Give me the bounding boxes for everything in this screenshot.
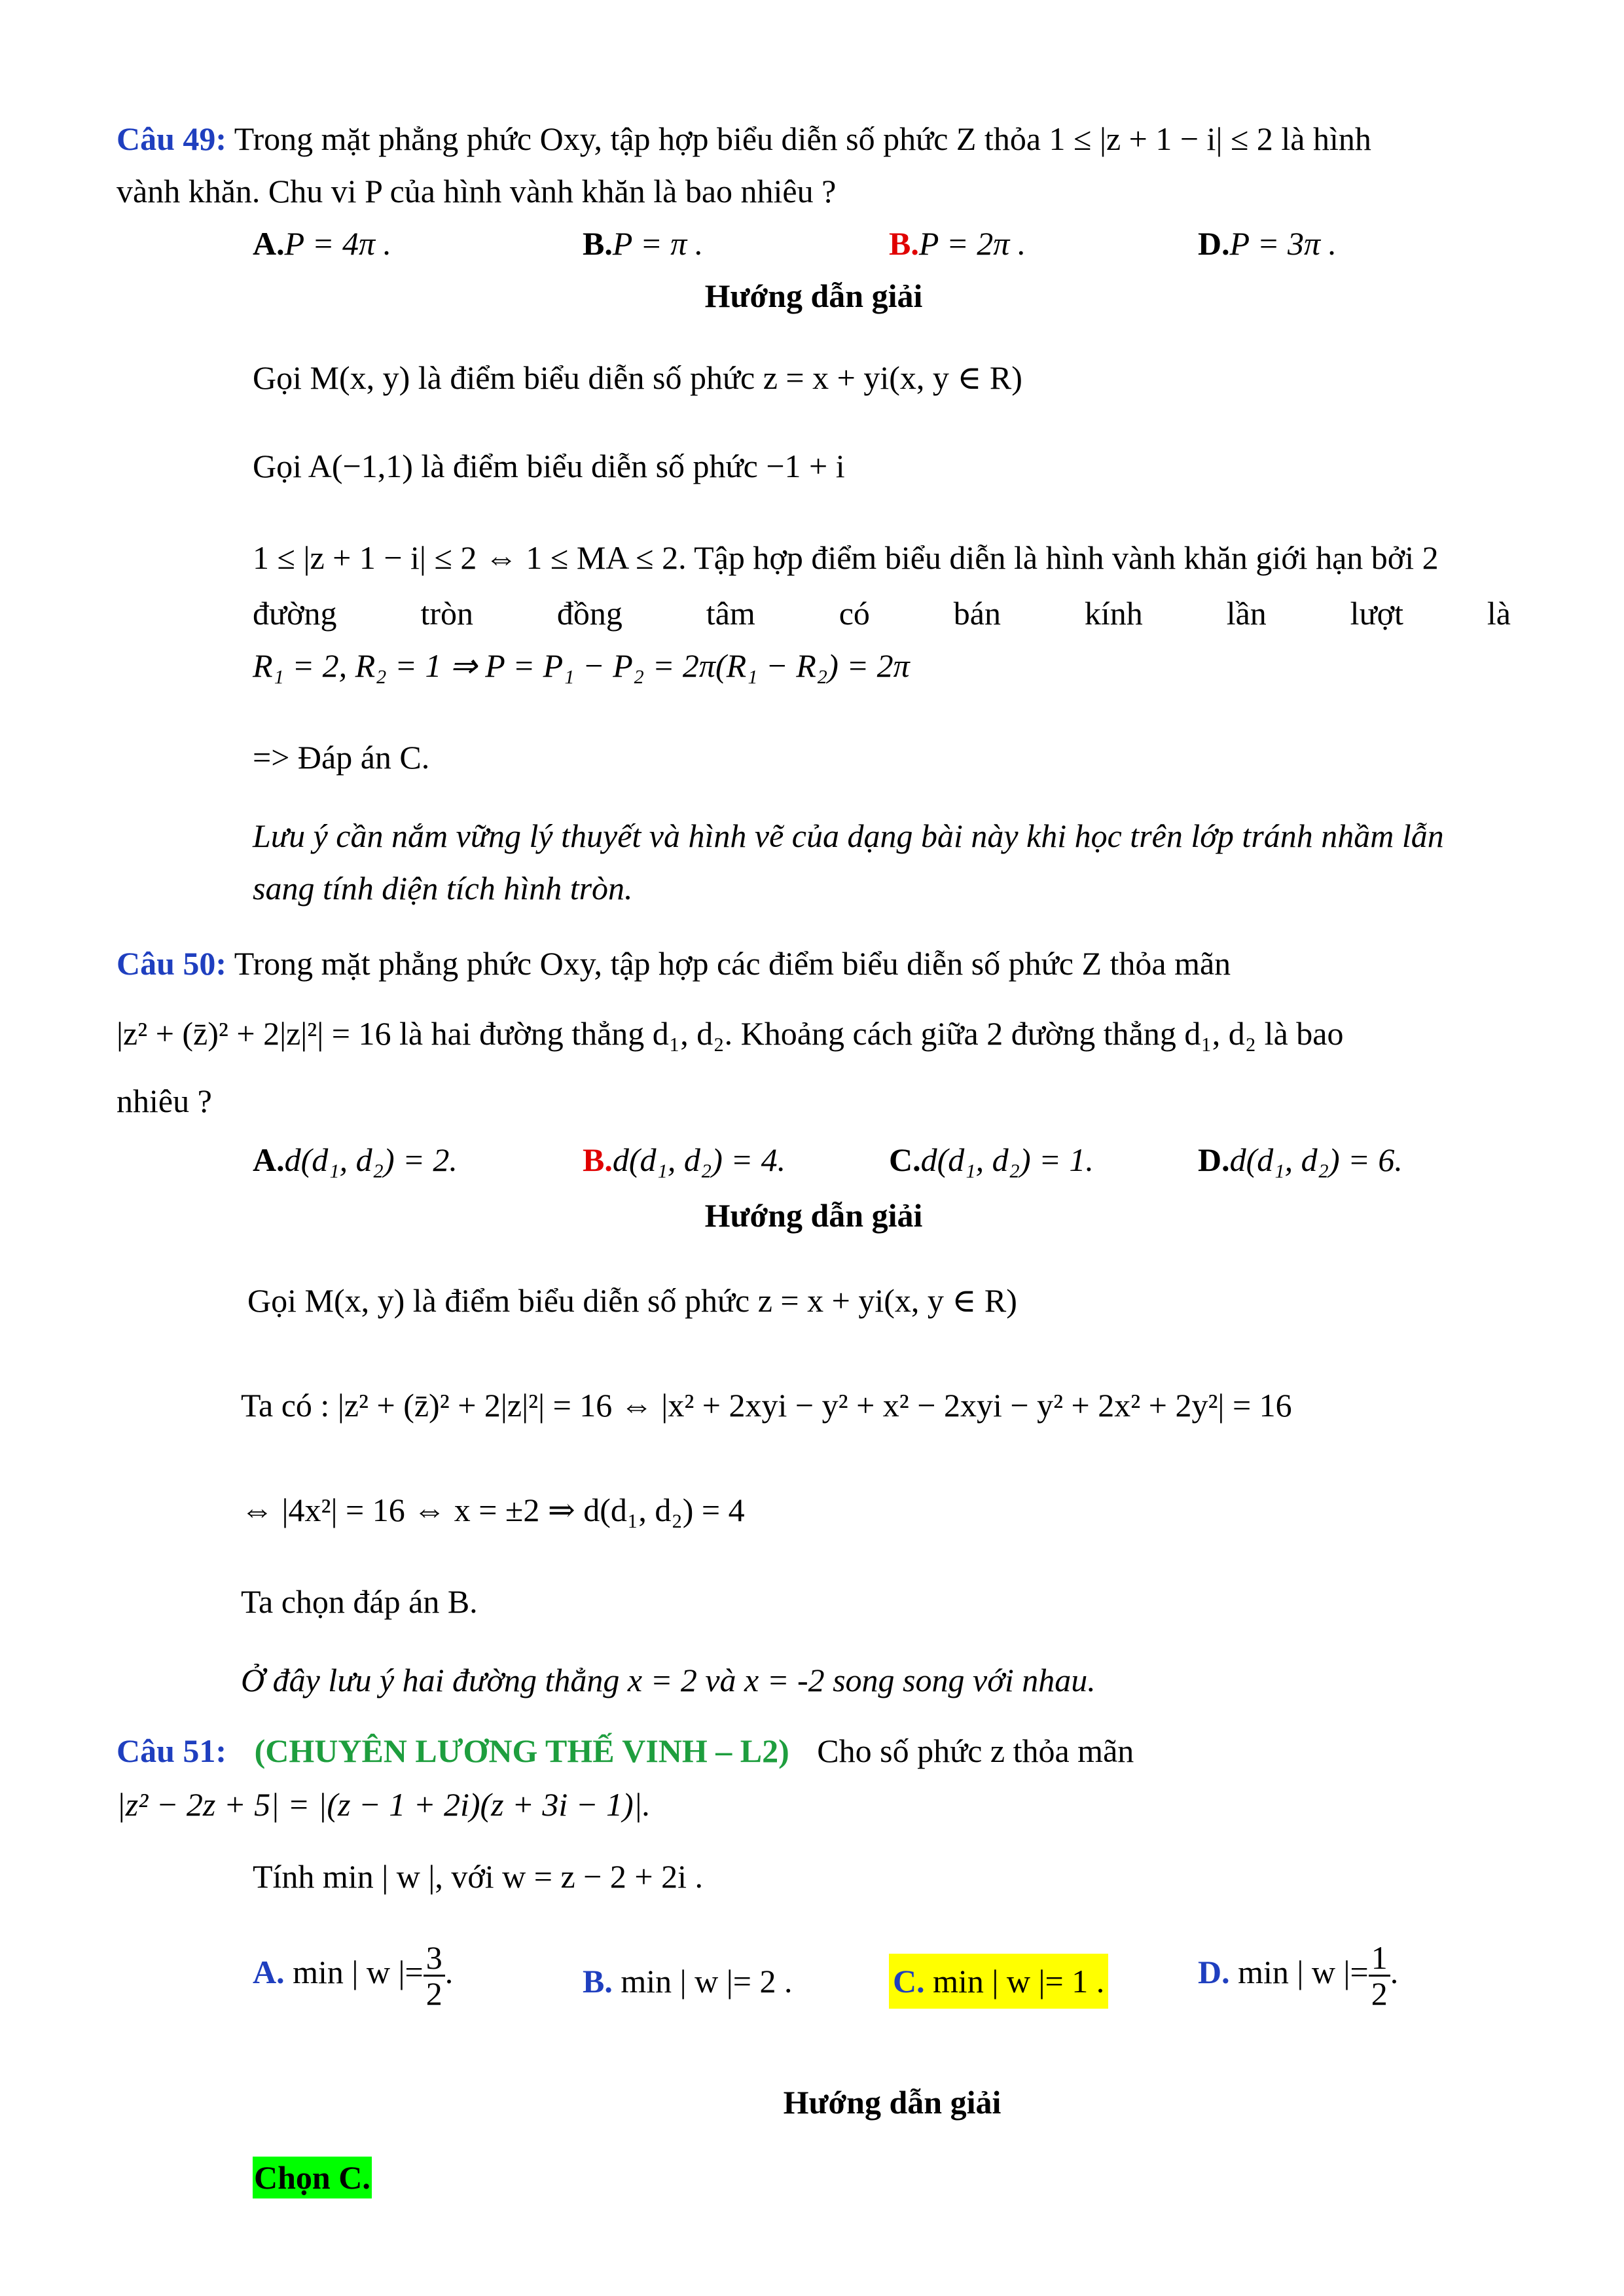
q49-stem-line2: vành khăn. Chu vi P của hình vành khăn là bao nhiêu ? [117,173,837,209]
q49-solution-6: => Đáp án C. [253,739,430,776]
q51-guide-title: Hướng dẫn giải [783,2084,1001,2121]
q50-stem-text-1: Trong mặt phẳng phức Oxy, tập hợp các điểm biểu diễn số phức Z thỏa mãn [234,945,1231,982]
q49-option-c: B.P = 2π . [889,225,1026,262]
q49-solution-3: 1 ≤ |z + 1 − i| ≤ 2 ⇔ 1 ≤ MA ≤ 2. Tập hợp điểm biểu diễn là hình vành khăn giới hạn bởi 2 [253,539,1439,576]
q50-option-d: D.d(d₁, d₂) = 6. [1198,1141,1403,1178]
q51-answer-row [253,2157,1511,2198]
q50-guide-title: Hướng dẫn giải [704,1197,923,1234]
q49-option-d: D.P = 3π . [1198,225,1337,262]
q51-option-a: A. min | w |= $\frac{3}{2}$ . [253,1939,454,2012]
q51-option-d-fraction: $\frac{1}{2}$ [1369,1941,1390,2011]
q51-source: (CHUYÊN LƯƠNG THẾ VINH – L2) [254,1732,789,1769]
q51-options [117,1934,1511,2019]
q51-stem-line1 [117,1730,1511,1772]
q49-label: Câu 49: [117,120,227,157]
q49-note-2: sang tính diện tích hình tròn. [253,870,633,906]
q50-option-c: C.d(d₁, d₂) = 1. [889,1141,1094,1178]
q50-option-a: A.d(d₁, d₂) = 2. [253,1141,458,1178]
q50-solution-2: Ta có : |z² + (z̄)² + 2|z|²| = 16 ⇔ |x² + 2xyi − y² + x² − 2xyi − y² + 2x² + 2y²| = 16 [241,1387,1292,1424]
q51-option-c: C. min | w |= 1 . [889,1954,1108,2009]
q49-option-b: B.P = π . [583,225,704,262]
q51-stem-line3: Tính min | w |, với w = z − 2 + 2i . [253,1858,703,1895]
q49-stem-text-1: Trong mặt phẳng phức Oxy, tập hợp biểu diễn số phức Z thỏa 1 ≤ |z + 1 − i| ≤ 2 là hình [234,120,1371,157]
q50-solution-4: Ta chọn đáp án B. [241,1583,478,1620]
q49-solution-4: đường tròn đồng tâm có bán kính lần lượt là [253,595,1511,632]
q49-solution-1: Gọi M(x, y) là điểm biểu diễn số phức z = x + yi(x, y ∈ R) [253,359,1022,396]
q50-stem-line2: |z² + (z̄)² + 2|z|²| = 16 là hai đường thẳng d₁, d₂. Khoảng cách giữa 2 đường thẳng d₁, d₂ là bao [117,1015,1344,1052]
q51-answer: Chọn C. [253,2157,372,2198]
q49-option-a: A.P = 4π . [253,225,392,262]
q51-label: Câu 51: [117,1732,227,1769]
q50-option-b: B.d(d₁, d₂) = 4. [583,1141,786,1178]
q50-stem-line3: nhiêu ? [117,1083,212,1119]
q51-option-a-fraction: $\frac{3}{2}$ [424,1941,445,2011]
q49-solution-2: Gọi A(−1,1) là điểm biểu diễn số phức −1 + i [253,448,845,484]
q49-solution-5: R₁ = 2, R₂ = 1 ⇒ P = P₁ − P₂ = 2π(R₁ − R₂) = 2π [253,647,910,684]
q49-note-1: Lưu ý cần nắm vững lý thuyết và hình vẽ của dạng bài này khi học trên lớp tránh nhầm lẫn [253,817,1444,854]
q49-guide-title: Hướng dẫn giải [704,278,923,314]
q51-stem-tail: Cho số phức z thỏa mãn [817,1732,1134,1769]
q50-label: Câu 50: [117,945,227,982]
q51-option-b: B. min | w |= 2 . [583,1963,793,2000]
q50-stem-line1 [117,942,1511,984]
q51-option-d: D. min | w |= $\frac{1}{2}$ . [1198,1939,1399,2012]
q49-stem-line1 [117,118,1511,160]
q50-solution-3: ⇔ |4x²| = 16 ⇔ x = ±2 ⇒ d(d₁, d₂) = 4 [241,1492,745,1528]
q50-note-1: Ở đây lưu ý hai đường thẳng x = 2 và x = -2 song song với nhau. [241,1662,1096,1698]
q50-solution-1: Gọi M(x, y) là điểm biểu diễn số phức z = x + yi(x, y ∈ R) [247,1282,1017,1319]
q51-stem-line2: |z² − 2z + 5| = |(z − 1 + 2i)(z + 3i − 1)|. [117,1786,651,1823]
